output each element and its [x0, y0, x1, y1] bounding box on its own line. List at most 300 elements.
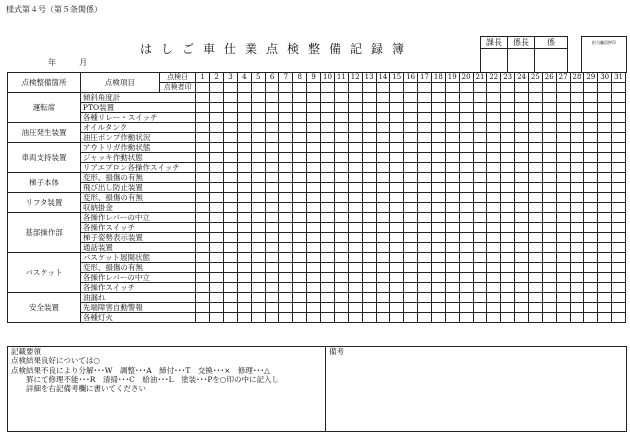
check-cell[interactable] [418, 103, 432, 113]
check-cell[interactable] [473, 193, 487, 203]
check-cell[interactable] [334, 193, 348, 203]
check-cell[interactable] [612, 183, 626, 193]
check-cell[interactable] [237, 93, 251, 103]
check-cell[interactable] [501, 163, 515, 173]
check-cell[interactable] [362, 293, 376, 303]
check-cell[interactable] [362, 93, 376, 103]
check-cell[interactable] [224, 303, 238, 313]
check-cell[interactable] [515, 243, 529, 253]
check-cell[interactable] [515, 313, 529, 323]
check-cell[interactable] [265, 193, 279, 203]
check-cell[interactable] [321, 193, 335, 203]
check-cell[interactable] [279, 213, 293, 223]
check-cell[interactable] [515, 293, 529, 303]
check-cell[interactable] [542, 273, 556, 283]
check-cell[interactable] [390, 93, 404, 103]
check-cell[interactable] [459, 313, 473, 323]
check-cell[interactable] [376, 103, 390, 113]
inspector-stamp-cell[interactable] [321, 83, 335, 93]
check-cell[interactable] [279, 163, 293, 173]
check-cell[interactable] [224, 313, 238, 323]
check-cell[interactable] [348, 193, 362, 203]
check-cell[interactable] [251, 233, 265, 243]
check-cell[interactable] [487, 293, 501, 303]
check-cell[interactable] [570, 233, 584, 243]
check-cell[interactable] [501, 183, 515, 193]
check-cell[interactable] [376, 153, 390, 163]
check-cell[interactable] [445, 303, 459, 313]
check-cell[interactable] [376, 243, 390, 253]
check-cell[interactable] [265, 143, 279, 153]
check-cell[interactable] [293, 113, 307, 123]
check-cell[interactable] [279, 283, 293, 293]
check-cell[interactable] [556, 293, 570, 303]
check-cell[interactable] [390, 253, 404, 263]
check-cell[interactable] [362, 203, 376, 213]
check-cell[interactable] [473, 213, 487, 223]
check-cell[interactable] [501, 93, 515, 103]
check-cell[interactable] [445, 213, 459, 223]
check-cell[interactable] [390, 173, 404, 183]
check-cell[interactable] [501, 263, 515, 273]
check-cell[interactable] [584, 213, 598, 223]
check-cell[interactable] [501, 113, 515, 123]
check-cell[interactable] [612, 153, 626, 163]
check-cell[interactable] [445, 153, 459, 163]
check-cell[interactable] [445, 203, 459, 213]
check-cell[interactable] [515, 233, 529, 243]
check-cell[interactable] [431, 143, 445, 153]
check-cell[interactable] [279, 93, 293, 103]
check-cell[interactable] [404, 303, 418, 313]
check-cell[interactable] [279, 183, 293, 193]
check-cell[interactable] [473, 123, 487, 133]
check-cell[interactable] [515, 183, 529, 193]
check-cell[interactable] [390, 203, 404, 213]
check-cell[interactable] [459, 183, 473, 193]
check-cell[interactable] [376, 233, 390, 243]
check-cell[interactable] [251, 173, 265, 183]
check-cell[interactable] [224, 193, 238, 203]
check-cell[interactable] [293, 263, 307, 273]
check-cell[interactable] [334, 293, 348, 303]
check-cell[interactable] [279, 313, 293, 323]
check-cell[interactable] [196, 113, 210, 123]
check-cell[interactable] [293, 153, 307, 163]
remarks-panel[interactable] [326, 347, 627, 432]
check-cell[interactable] [237, 223, 251, 233]
check-cell[interactable] [487, 143, 501, 153]
check-cell[interactable] [473, 223, 487, 233]
check-cell[interactable] [307, 193, 321, 203]
check-cell[interactable] [224, 283, 238, 293]
check-cell[interactable] [196, 293, 210, 303]
check-cell[interactable] [570, 303, 584, 313]
check-cell[interactable] [334, 103, 348, 113]
check-cell[interactable] [515, 273, 529, 283]
check-cell[interactable] [598, 303, 612, 313]
check-cell[interactable] [279, 203, 293, 213]
check-cell[interactable] [515, 213, 529, 223]
check-cell[interactable] [390, 153, 404, 163]
check-cell[interactable] [612, 263, 626, 273]
check-cell[interactable] [418, 133, 432, 143]
check-cell[interactable] [584, 93, 598, 103]
check-cell[interactable] [431, 93, 445, 103]
check-cell[interactable] [570, 263, 584, 273]
check-cell[interactable] [321, 143, 335, 153]
check-cell[interactable] [307, 103, 321, 113]
check-cell[interactable] [515, 153, 529, 163]
check-cell[interactable] [556, 193, 570, 203]
check-cell[interactable] [224, 133, 238, 143]
check-cell[interactable] [501, 153, 515, 163]
check-cell[interactable] [251, 193, 265, 203]
check-cell[interactable] [431, 173, 445, 183]
check-cell[interactable] [542, 193, 556, 203]
check-cell[interactable] [542, 113, 556, 123]
check-cell[interactable] [445, 103, 459, 113]
check-cell[interactable] [404, 213, 418, 223]
check-cell[interactable] [404, 183, 418, 193]
check-cell[interactable] [210, 183, 224, 193]
check-cell[interactable] [418, 153, 432, 163]
check-cell[interactable] [584, 223, 598, 233]
check-cell[interactable] [542, 313, 556, 323]
check-cell[interactable] [224, 143, 238, 153]
check-cell[interactable] [390, 263, 404, 273]
check-cell[interactable] [196, 273, 210, 283]
check-cell[interactable] [279, 263, 293, 273]
check-cell[interactable] [321, 103, 335, 113]
check-cell[interactable] [321, 173, 335, 183]
check-cell[interactable] [542, 93, 556, 103]
check-cell[interactable] [210, 223, 224, 233]
check-cell[interactable] [459, 173, 473, 183]
check-cell[interactable] [542, 213, 556, 223]
check-cell[interactable] [556, 113, 570, 123]
check-cell[interactable] [445, 133, 459, 143]
check-cell[interactable] [404, 243, 418, 253]
check-cell[interactable] [307, 263, 321, 273]
check-cell[interactable] [224, 183, 238, 193]
check-cell[interactable] [431, 293, 445, 303]
check-cell[interactable] [265, 213, 279, 223]
check-cell[interactable] [224, 223, 238, 233]
check-cell[interactable] [334, 163, 348, 173]
check-cell[interactable] [390, 193, 404, 203]
check-cell[interactable] [501, 283, 515, 293]
check-cell[interactable] [556, 233, 570, 243]
check-cell[interactable] [612, 203, 626, 213]
check-cell[interactable] [598, 293, 612, 303]
check-cell[interactable] [528, 173, 542, 183]
check-cell[interactable] [196, 233, 210, 243]
check-cell[interactable] [321, 233, 335, 243]
check-cell[interactable] [237, 113, 251, 123]
check-cell[interactable] [556, 123, 570, 133]
check-cell[interactable] [224, 123, 238, 133]
check-cell[interactable] [584, 263, 598, 273]
check-cell[interactable] [473, 173, 487, 183]
check-cell[interactable] [570, 173, 584, 183]
check-cell[interactable] [321, 303, 335, 313]
check-cell[interactable] [445, 163, 459, 173]
check-cell[interactable] [279, 113, 293, 123]
check-cell[interactable] [293, 143, 307, 153]
check-cell[interactable] [321, 223, 335, 233]
check-cell[interactable] [376, 313, 390, 323]
check-cell[interactable] [279, 153, 293, 163]
check-cell[interactable] [210, 103, 224, 113]
check-cell[interactable] [584, 193, 598, 203]
check-cell[interactable] [445, 313, 459, 323]
check-cell[interactable] [528, 253, 542, 263]
check-cell[interactable] [348, 183, 362, 193]
check-cell[interactable] [390, 243, 404, 253]
check-cell[interactable] [196, 243, 210, 253]
check-cell[interactable] [431, 273, 445, 283]
check-cell[interactable] [459, 243, 473, 253]
check-cell[interactable] [376, 213, 390, 223]
inspector-stamp-cell[interactable] [376, 83, 390, 93]
check-cell[interactable] [348, 213, 362, 223]
check-cell[interactable] [473, 263, 487, 273]
check-cell[interactable] [307, 113, 321, 123]
check-cell[interactable] [570, 133, 584, 143]
check-cell[interactable] [445, 263, 459, 273]
check-cell[interactable] [196, 223, 210, 233]
check-cell[interactable] [348, 153, 362, 163]
check-cell[interactable] [459, 293, 473, 303]
check-cell[interactable] [598, 163, 612, 173]
check-cell[interactable] [584, 153, 598, 163]
check-cell[interactable] [487, 103, 501, 113]
check-cell[interactable] [556, 103, 570, 113]
check-cell[interactable] [334, 263, 348, 273]
check-cell[interactable] [307, 143, 321, 153]
check-cell[interactable] [528, 313, 542, 323]
check-cell[interactable] [431, 113, 445, 123]
check-cell[interactable] [224, 293, 238, 303]
check-cell[interactable] [376, 283, 390, 293]
check-cell[interactable] [418, 123, 432, 133]
check-cell[interactable] [210, 113, 224, 123]
check-cell[interactable] [307, 203, 321, 213]
check-cell[interactable] [459, 93, 473, 103]
check-cell[interactable] [570, 313, 584, 323]
check-cell[interactable] [196, 153, 210, 163]
check-cell[interactable] [501, 273, 515, 283]
check-cell[interactable] [210, 263, 224, 273]
check-cell[interactable] [348, 233, 362, 243]
inspector-stamp-cell[interactable] [251, 83, 265, 93]
inspector-stamp-cell[interactable] [210, 83, 224, 93]
check-cell[interactable] [542, 123, 556, 133]
check-cell[interactable] [459, 103, 473, 113]
check-cell[interactable] [431, 313, 445, 323]
check-cell[interactable] [348, 243, 362, 253]
check-cell[interactable] [487, 233, 501, 243]
inspector-stamp-cell[interactable] [418, 83, 432, 93]
check-cell[interactable] [265, 163, 279, 173]
check-cell[interactable] [362, 303, 376, 313]
check-cell[interactable] [334, 123, 348, 133]
check-cell[interactable] [293, 313, 307, 323]
check-cell[interactable] [598, 93, 612, 103]
check-cell[interactable] [307, 303, 321, 313]
check-cell[interactable] [404, 283, 418, 293]
check-cell[interactable] [598, 313, 612, 323]
check-cell[interactable] [390, 133, 404, 143]
check-cell[interactable] [584, 103, 598, 113]
check-cell[interactable] [570, 123, 584, 133]
check-cell[interactable] [404, 173, 418, 183]
check-cell[interactable] [265, 133, 279, 143]
check-cell[interactable] [612, 123, 626, 133]
check-cell[interactable] [293, 193, 307, 203]
check-cell[interactable] [459, 153, 473, 163]
inspector-stamp-cell[interactable] [612, 83, 626, 93]
check-cell[interactable] [334, 253, 348, 263]
check-cell[interactable] [598, 203, 612, 213]
check-cell[interactable] [196, 173, 210, 183]
check-cell[interactable] [334, 143, 348, 153]
check-cell[interactable] [431, 163, 445, 173]
check-cell[interactable] [570, 243, 584, 253]
check-cell[interactable] [473, 143, 487, 153]
check-cell[interactable] [501, 213, 515, 223]
check-cell[interactable] [265, 313, 279, 323]
check-cell[interactable] [348, 253, 362, 263]
check-cell[interactable] [293, 183, 307, 193]
check-cell[interactable] [459, 113, 473, 123]
check-cell[interactable] [418, 283, 432, 293]
check-cell[interactable] [570, 163, 584, 173]
check-cell[interactable] [487, 273, 501, 283]
check-cell[interactable] [459, 233, 473, 243]
check-cell[interactable] [279, 273, 293, 283]
inspector-stamp-cell[interactable] [307, 83, 321, 93]
check-cell[interactable] [501, 193, 515, 203]
check-cell[interactable] [556, 183, 570, 193]
check-cell[interactable] [515, 113, 529, 123]
check-cell[interactable] [487, 173, 501, 183]
check-cell[interactable] [418, 213, 432, 223]
check-cell[interactable] [584, 243, 598, 253]
check-cell[interactable] [334, 173, 348, 183]
check-cell[interactable] [210, 153, 224, 163]
check-cell[interactable] [473, 163, 487, 173]
check-cell[interactable] [237, 303, 251, 313]
check-cell[interactable] [515, 193, 529, 203]
check-cell[interactable] [459, 123, 473, 133]
check-cell[interactable] [376, 143, 390, 153]
check-cell[interactable] [598, 173, 612, 183]
check-cell[interactable] [334, 313, 348, 323]
check-cell[interactable] [473, 273, 487, 283]
check-cell[interactable] [334, 213, 348, 223]
check-cell[interactable] [348, 103, 362, 113]
check-cell[interactable] [404, 273, 418, 283]
check-cell[interactable] [584, 203, 598, 213]
check-cell[interactable] [210, 133, 224, 143]
check-cell[interactable] [334, 303, 348, 313]
check-cell[interactable] [279, 243, 293, 253]
inspector-stamp-cell[interactable] [501, 83, 515, 93]
check-cell[interactable] [473, 243, 487, 253]
check-cell[interactable] [265, 243, 279, 253]
check-cell[interactable] [556, 133, 570, 143]
check-cell[interactable] [515, 133, 529, 143]
check-cell[interactable] [528, 183, 542, 193]
check-cell[interactable] [418, 163, 432, 173]
check-cell[interactable] [556, 303, 570, 313]
check-cell[interactable] [612, 293, 626, 303]
check-cell[interactable] [418, 253, 432, 263]
check-cell[interactable] [473, 233, 487, 243]
check-cell[interactable] [293, 123, 307, 133]
check-cell[interactable] [556, 283, 570, 293]
check-cell[interactable] [210, 203, 224, 213]
check-cell[interactable] [321, 203, 335, 213]
check-cell[interactable] [196, 253, 210, 263]
check-cell[interactable] [404, 263, 418, 273]
check-cell[interactable] [487, 93, 501, 103]
check-cell[interactable] [210, 163, 224, 173]
check-cell[interactable] [321, 293, 335, 303]
check-cell[interactable] [556, 203, 570, 213]
check-cell[interactable] [321, 163, 335, 173]
check-cell[interactable] [348, 313, 362, 323]
check-cell[interactable] [362, 273, 376, 283]
check-cell[interactable] [390, 223, 404, 233]
check-cell[interactable] [459, 133, 473, 143]
check-cell[interactable] [307, 293, 321, 303]
check-cell[interactable] [404, 203, 418, 213]
check-cell[interactable] [321, 263, 335, 273]
check-cell[interactable] [390, 103, 404, 113]
check-cell[interactable] [210, 283, 224, 293]
check-cell[interactable] [307, 253, 321, 263]
check-cell[interactable] [224, 243, 238, 253]
check-cell[interactable] [515, 263, 529, 273]
check-cell[interactable] [473, 293, 487, 303]
check-cell[interactable] [321, 273, 335, 283]
check-cell[interactable] [210, 143, 224, 153]
check-cell[interactable] [279, 233, 293, 243]
check-cell[interactable] [459, 253, 473, 263]
check-cell[interactable] [376, 113, 390, 123]
check-cell[interactable] [570, 183, 584, 193]
check-cell[interactable] [612, 103, 626, 113]
check-cell[interactable] [542, 253, 556, 263]
check-cell[interactable] [542, 233, 556, 243]
check-cell[interactable] [251, 313, 265, 323]
check-cell[interactable] [612, 273, 626, 283]
check-cell[interactable] [528, 143, 542, 153]
check-cell[interactable] [528, 243, 542, 253]
check-cell[interactable] [404, 193, 418, 203]
check-cell[interactable] [196, 103, 210, 113]
check-cell[interactable] [362, 193, 376, 203]
check-cell[interactable] [418, 233, 432, 243]
check-cell[interactable] [431, 193, 445, 203]
check-cell[interactable] [376, 263, 390, 273]
check-cell[interactable] [196, 303, 210, 313]
check-cell[interactable] [237, 243, 251, 253]
check-cell[interactable] [376, 303, 390, 313]
